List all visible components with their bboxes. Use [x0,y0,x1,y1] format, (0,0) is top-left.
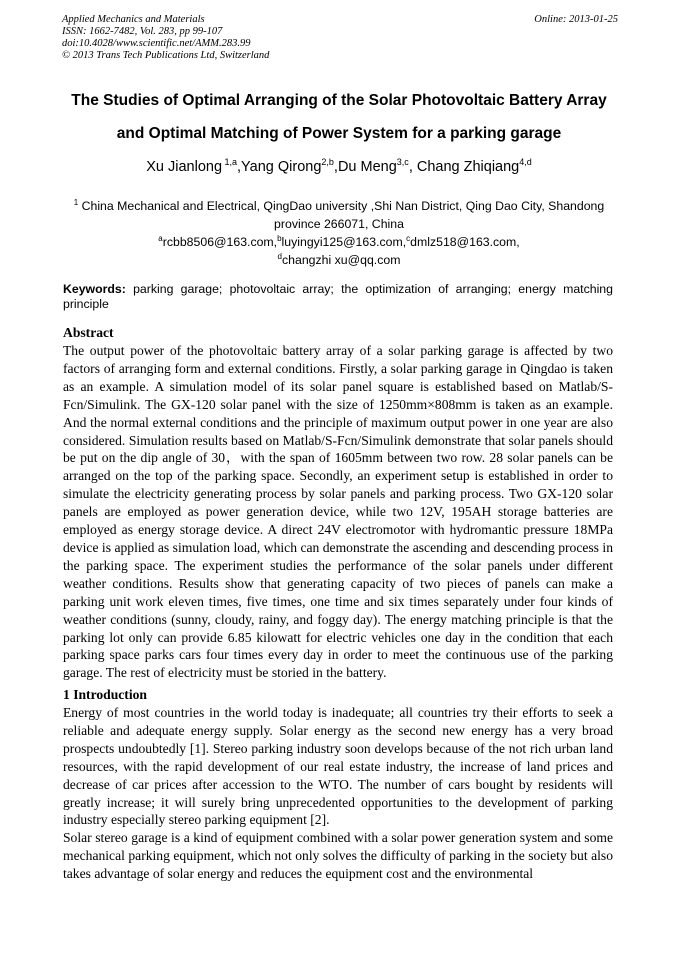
online-date: Online: 2013-01-25 [534,14,618,25]
introduction-paragraph-1: Energy of most countries in the world today is inadequate; all countries try their efforts to seek a reliable and adequate energy supply. Solar energy as the second new energy has a very broad prospects undoubtedly [1]. Stereo parking industry soon develops because of the not rich urban land resources, with the rapid development of our real estate industry, the increase of land prices and decrease of car prices after accession to the WTO. The number of cars bought by residents will greatly increase; it will surely bring unprecedented opportunities to the development of parking industry especially stereo parking equipment [2]. [63,705,613,828]
author-emails [40,234,638,250]
introduction-paragraph-2: Solar stereo garage is a kind of equipment combined with a solar power generation system and some mechanical parking equipment, which not only solves the difficulty of parking in the society but also takes advantage of solar energy and reduces the equipment cost and the environmental [63,830,613,881]
author-email-last [40,252,638,268]
abstract-heading: Abstract [63,325,114,340]
email-address[interactable]: dmlz518@163.com, [410,235,520,249]
affiliation-line-1 [40,198,638,214]
issn-line: ISSN: 1662-7482, Vol. 283, pp 99-107 [62,26,223,37]
author-name: , Chang Zhiqiang [408,159,520,175]
doi-line[interactable]: doi:10.4028/www.scientific.net/AMM.283.99 [62,38,251,49]
keywords-text: parking garage; photovoltaic array; the optimization of arranging; energy matching principle [63,282,613,311]
email-superscript: d [277,252,282,261]
author-superscript: 2,b [321,157,334,167]
email-superscript: c [406,234,411,243]
author-list [40,158,638,176]
paper-title-line-1: The Studies of Optimal Arranging of the Solar Photovoltaic Battery Array [71,92,607,109]
author-name: ,Du Meng [333,159,397,175]
abstract-text: The output power of the photovoltaic battery array of a solar parking garage is affected by two factors of arranging form and external conditions. Firstly, a solar parking garage in Qingdao is taken as an example. A simulation model of its solar panel square is established based on Matlab/S-Fcn/Simulink. The GX-120 solar panel with the size of 1250mm×808mm is taken as an example. And the normal external conditions and the principle of maximum output power in one year are also considered. Simulation results based on Matlab/S-Fcn/Simulink demonstrate that solar panels should be put on the dip angle of 30，with the span of 1605mm between two row. 28 solar panels can be arranged on the top of the parking space. Secondly, an experiment setup is established in order to simulate the electricity generating process by solar panels and parking process. Two GX-120 solar panels are employed as power generation device, while two 12V, 195AH storage batteries are employed as energy storage device. A direct 24V electromotor with hydromantic pressure 18MPa device is applied as simulation load, which can demonstrate the ascending and descending process in the parking space. The experiment studies the performance of the solar panels under different weather conditions. Results show that generating capacity of two pieces of panels can make a parking unit work eleven times, five times, one time and six times separately under four kinds of weather conditions (sunny, cloudy, rainy, and foggy day). The energy matching principle is that the parking lot only can provide 6.85 kilowatt for electric vehicles one day in the condition that each parking space parks cars four times every day in order to meet the continuous use of the parking garage. The rest of electricity must be storied in the battery. [63,343,613,681]
affiliation-superscript: 1 [73,198,79,207]
email-address[interactable]: luyingyi125@163.com, [281,235,407,249]
introduction-heading: 1 Introduction [63,687,147,702]
author-name: ,Yang Qirong [237,159,322,175]
journal-name: Applied Mechanics and Materials [62,14,205,25]
copyright-line: © 2013 Trans Tech Publications Ltd, Switzerland [62,50,270,61]
keywords [63,282,613,311]
keywords-label: Keywords: [63,282,126,296]
email-address[interactable]: rcbb8506@163.com, [162,235,278,249]
author-superscript: 3,c [396,157,409,167]
affiliation-line-2: province 266071, China [274,217,404,231]
author-superscript: 1,a [222,157,238,167]
email-superscript: a [158,234,163,243]
author-name: Xu Jianlong [146,159,223,175]
paper-title-line-2: and Optimal Matching of Power System for a parking garage [116,125,562,142]
email-superscript: b [277,234,282,243]
email-address[interactable]: changzhi xu@qq.com [282,253,401,267]
publication-header [62,14,618,62]
author-superscript: 4,d [519,157,532,167]
affiliation-text: China Mechanical and Electrical, QingDao university ,Shi Nan District, Qing Dao City, Shandong [78,199,605,213]
